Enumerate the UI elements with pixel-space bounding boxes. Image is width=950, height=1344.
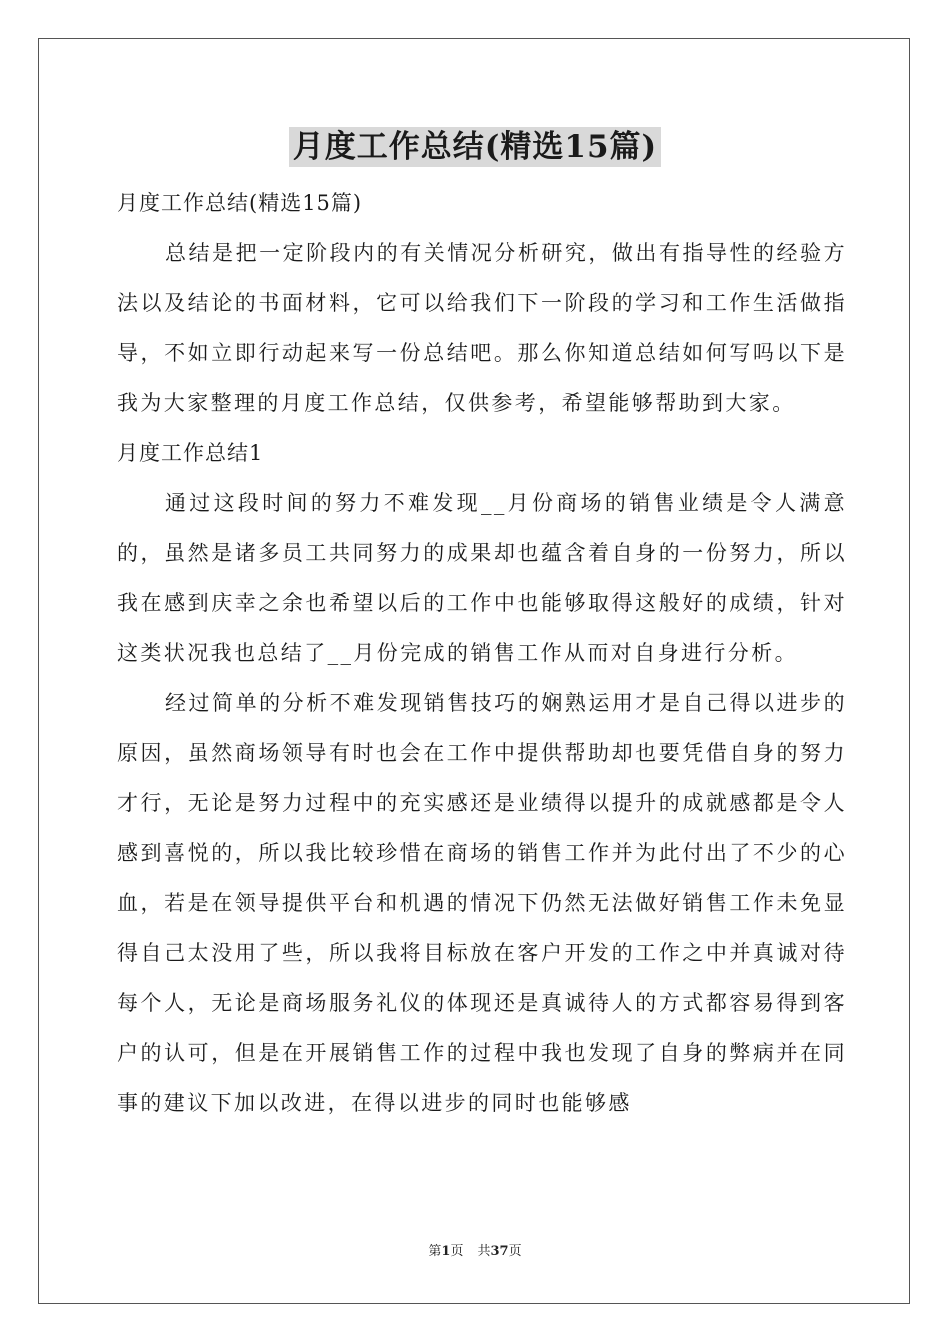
page-footer (0, 1240, 950, 1259)
total-pages: 37 (490, 1244, 509, 1259)
section-heading: 月度工作总结1 (117, 441, 264, 465)
intro-paragraph: 总结是把一定阶段内的有关情况分析研究，做出有指导性的经验方法以及结论的书面材料，它可以给我们下一阶段的学习和工作生活做指导，不如立即行动起来写一份总结吧。那么你知道总结如何写吗以下是我为大家整理的月度工作总结，仅供参考，希望能够帮助到大家。 (117, 241, 847, 415)
document-title: 月度工作总结(精选15篇) (289, 127, 661, 167)
body-paragraph: 通过这段时间的努力不难发现__月份商场的销售业绩是令人满意的，虽然是诸多员工共同努力的成果却也蕴含着自身的一份努力，所以我在感到庆幸之余也希望以后的工作中也能够取得这般好的成绩，针对这类状况我也总结了__月份完成的销售工作从而对自身进行分析。 (117, 491, 847, 665)
total-prefix: 共 (477, 1244, 491, 1259)
page-prefix: 第 (428, 1244, 442, 1259)
document-body (117, 178, 847, 1128)
title-area (0, 127, 950, 167)
total-suffix: 页 (508, 1244, 522, 1259)
page-number: 1 (441, 1244, 451, 1259)
body-paragraph: 经过简单的分析不难发现销售技巧的娴熟运用才是自己得以进步的原因，虽然商场领导有时也会在工作中提供帮助却也要凭借自身的努力才行，无论是努力过程中的充实感还是业绩得以提升的成就感都是令人感到喜悦的，所以我比较珍惜在商场的销售工作并为此付出了不少的心血，若是在领导提供平台和机遇的情况下仍然无法做好销售工作未免显得自己太没用了些，所以我将目标放在客户开发的工作之中并真诚对待每个人，无论是商场服务礼仪的体现还是真诚待人的方式都容易得到客户的认可，但是在开展销售工作的过程中我也发现了自身的弊病并在同事的建议下加以改进，在得以进步的同时也能够感 (117, 691, 847, 1115)
page-suffix: 页 (450, 1244, 464, 1259)
document-subtitle: 月度工作总结(精选15篇) (117, 191, 363, 215)
